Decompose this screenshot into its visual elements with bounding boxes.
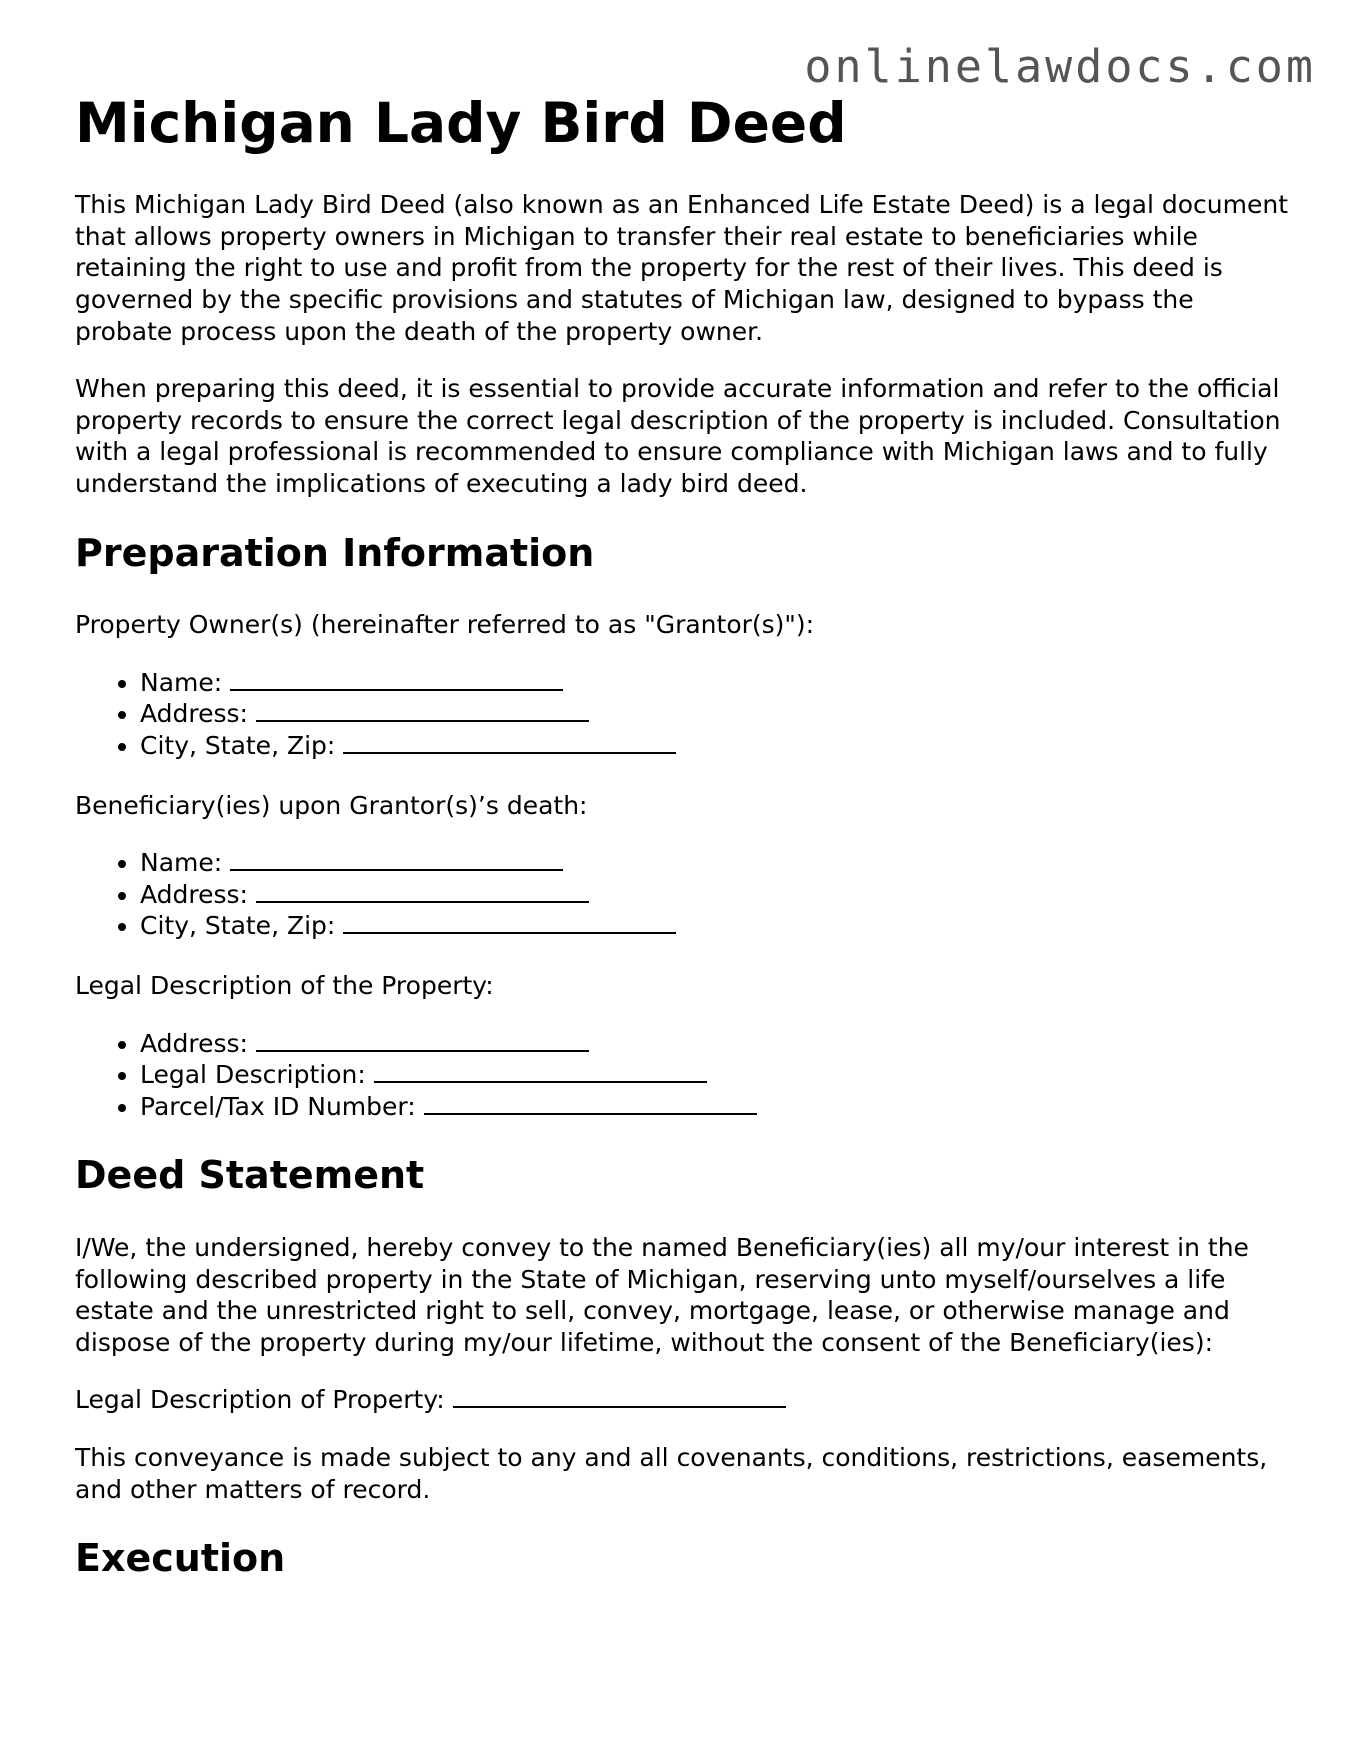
field-label: Legal Description:	[140, 1060, 366, 1090]
fill-in-line[interactable]	[453, 1384, 786, 1408]
intro-paragraph-2: When preparing this deed, it is essential to provide accurate information and refer to the official property records to ensure the correct legal description of the property is included. Consultation with a legal professional is recommended to ensure compliance with Michigan laws and to fully understand the implications of executing a lady bird deed.	[75, 374, 1281, 498]
deed-statement-heading: Deed Statement	[75, 1153, 425, 1198]
beneficiary-intro: Beneficiary(ies) upon Grantor(s)’s death:	[75, 790, 588, 820]
property-address-field[interactable]	[140, 1028, 1290, 1060]
fill-in-line[interactable]	[230, 847, 563, 871]
grantor-fields-list	[75, 667, 1290, 762]
document-page	[75, 92, 1290, 1615]
watermark-text: onlinelawdocs.com	[804, 40, 1316, 93]
field-label: City, State, Zip:	[140, 911, 336, 941]
fill-in-line[interactable]	[256, 879, 589, 903]
property-fields-list	[75, 1028, 1290, 1123]
execution-heading: Execution	[75, 1536, 286, 1581]
field-label: Name:	[140, 848, 223, 878]
fill-in-line[interactable]	[374, 1059, 707, 1083]
field-label: Address:	[140, 879, 248, 909]
fill-in-line[interactable]	[424, 1091, 757, 1115]
field-label: City, State, Zip:	[140, 731, 336, 761]
field-label: Legal Description of Property:	[75, 1385, 445, 1415]
beneficiary-city-state-zip-field[interactable]	[140, 910, 1290, 942]
beneficiary-address-field[interactable]	[140, 879, 1290, 911]
fill-in-line[interactable]	[230, 667, 563, 691]
field-label: Parcel/Tax ID Number:	[140, 1091, 416, 1121]
beneficiary-name-field[interactable]	[140, 847, 1290, 879]
property-intro: Legal Description of the Property:	[75, 971, 494, 1001]
fill-in-line[interactable]	[256, 698, 589, 722]
field-label: Address:	[140, 699, 248, 729]
property-legal-description-field[interactable]	[140, 1059, 1290, 1091]
beneficiary-fields-list	[75, 847, 1290, 942]
fill-in-line[interactable]	[256, 1028, 589, 1052]
grantor-city-state-zip-field[interactable]	[140, 730, 1290, 762]
field-label: Address:	[140, 1028, 248, 1058]
subject-to-paragraph: This conveyance is made subject to any and all covenants, conditions, restrictions, easements, and other matters of record.	[75, 1443, 1268, 1504]
intro-paragraph-1: This Michigan Lady Bird Deed (also known as an Enhanced Life Estate Deed) is a legal document that allows property owners in Michigan to transfer their real estate to beneficiaries while retaining the right to use and profit from the property for the rest of their lives. This deed is governed by the specific provisions and statutes of Michigan law, designed to bypass the probate process upon the death of the property owner.	[75, 190, 1289, 346]
property-parcel-id-field[interactable]	[140, 1091, 1290, 1123]
field-label: Name:	[140, 667, 223, 697]
deed-statement-body: I/We, the undersigned, hereby convey to the named Beneficiary(ies) all my/our interest in the following described property in the State of Michigan, reserving unto myself/ourselves a life estate and the unrestricted right to sell, convey, mortgage, lease, or otherwise manage and dispose of the property during my/our lifetime, without the consent of the Beneficiary(ies):	[75, 1233, 1249, 1357]
fill-in-line[interactable]	[343, 730, 676, 754]
fill-in-line[interactable]	[343, 910, 676, 934]
page-title: Michigan Lady Bird Deed	[75, 91, 847, 155]
grantor-intro: Property Owner(s) (hereinafter referred to as "Grantor(s)"):	[75, 610, 815, 640]
preparation-heading: Preparation Information	[75, 530, 595, 575]
grantor-name-field[interactable]	[140, 667, 1290, 699]
grantor-address-field[interactable]	[140, 698, 1290, 730]
legal-description-of-property-field[interactable]	[75, 1384, 1290, 1416]
